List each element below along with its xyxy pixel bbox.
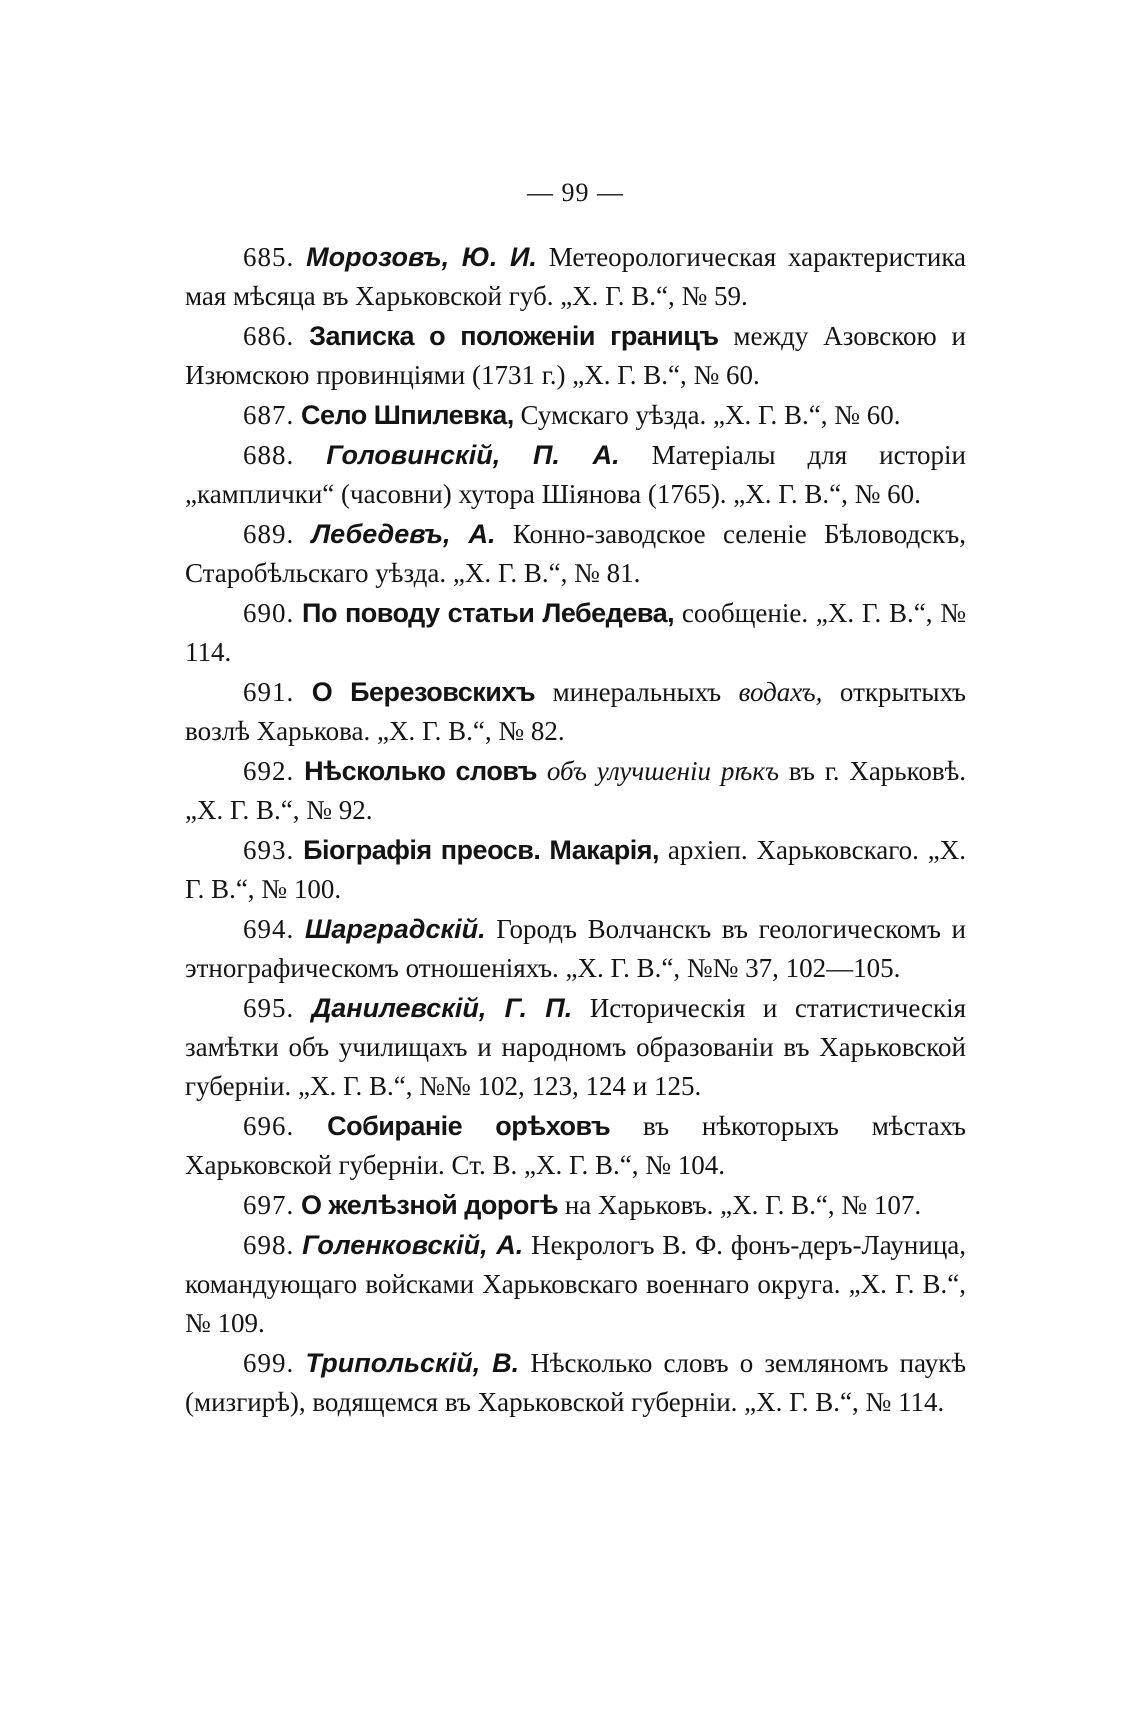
entry-title: Собираніе орѣховъ <box>327 1111 611 1141</box>
entry-number: 688. <box>243 440 295 470</box>
entry-author: Лебедевъ, А. <box>311 519 496 549</box>
entry-text: Сумскаго уѣзда. „Х. Г. В.“, № 60. <box>520 400 901 430</box>
entry-number: 695. <box>243 993 295 1023</box>
entry-text: на Харьковъ. „Х. Г. В.“, № 107. <box>564 1190 922 1220</box>
entry-text: архіеп. Харьковскаго. „Х. Г. В.“, № 100. <box>185 835 966 904</box>
bibliography-entry <box>185 1107 966 1185</box>
entry-number: 691. <box>243 677 295 707</box>
entry-title: Біографія преосв. Макарія, <box>303 835 660 865</box>
entry-title: О Березовскихъ <box>311 677 536 707</box>
entry-number: 699. <box>243 1348 295 1378</box>
entry-number: 692. <box>243 756 295 786</box>
bibliography-entry <box>185 752 966 830</box>
bibliography-entry <box>185 989 966 1106</box>
entry-list <box>185 238 966 1422</box>
bibliography-entry <box>185 594 966 672</box>
entry-text: Метеорологическая характеристика мая мѣсяца въ Харьковской губ. „Х. Г. В.“, № 59. <box>185 242 967 311</box>
entry-text: минеральныхъ <box>552 677 722 707</box>
entry-text: въ нѣкоторыхъ мѣстахъ Харьковской губерніи. Ст. В. „Х. Г. В.“, № 104. <box>185 1111 966 1180</box>
entry-author: Морозовъ, Ю. И. <box>306 242 537 272</box>
entry-text: Историческія и статистическія замѣтки объ училищахъ и народномъ образованіи въ Харьковской губерніи. „Х. Г. В.“, №№ 102, 123, 124 и 125. <box>185 993 967 1101</box>
entry-number: 693. <box>243 835 295 865</box>
entry-title: Нѣсколько словъ <box>304 756 537 786</box>
entry-italic-text: объ улучшеніи рѣкъ <box>546 756 779 786</box>
page-number: — 99 — <box>527 178 624 207</box>
entry-italic-text: водахъ, <box>738 677 823 707</box>
entry-text: Некрологъ В. Ф. фонъ-деръ-Лауница, командующаго войсками Харьковскаго военнаго округа. „Х. Г. В.“, № 109. <box>185 1230 967 1338</box>
entry-number: 686. <box>243 321 295 351</box>
entry-text: открытыхъ возлѣ Харькова. „Х. Г. В.“, № 82. <box>185 677 966 746</box>
entry-text: Городъ Волчанскъ въ геологическомъ и этнографическомъ отношеніяхъ. „Х. Г. В.“, №№ 37, 102—105. <box>185 914 967 983</box>
entry-text: Конно-заводское селеніе Бѣловодскъ, Старобѣльскаго уѣзда. „Х. Г. В.“, № 81. <box>185 519 966 588</box>
bibliography-entry <box>185 1226 966 1343</box>
bibliography-entry <box>185 1344 966 1422</box>
entry-title: О желѣзной дорогѣ <box>301 1190 559 1220</box>
entry-author: Трипольскій, В. <box>305 1348 520 1378</box>
book-page <box>185 178 966 1423</box>
entry-number: 689. <box>243 519 295 549</box>
bibliography-entry <box>185 238 966 316</box>
entry-text: Нѣсколько словъ о земляномъ паукѣ (мизгирѣ), водящемся въ Харьковской губерніи. „Х. Г. В.“, № 114. <box>185 1348 967 1417</box>
entry-author: Данилевскій, Г. П. <box>311 993 573 1023</box>
entry-number: 697. <box>243 1190 295 1220</box>
entry-number: 687. <box>243 400 295 430</box>
bibliography-entry <box>185 515 966 593</box>
entry-title: Село Шпилевка, <box>301 400 514 430</box>
entry-text: въ г. Харьковѣ. „Х. Г. В.“, № 92. <box>185 756 967 825</box>
bibliography-entry <box>185 396 966 435</box>
bibliography-entry <box>185 1186 966 1225</box>
entry-text: Матеріалы для исторіи „камплички“ (часовни) хутора Шіянова (1765). „Х. Г. В.“, № 60. <box>185 440 967 509</box>
bibliography-entry <box>185 317 966 395</box>
entry-author: Головинскій, П. А. <box>326 440 620 470</box>
bibliography-entry <box>185 673 966 751</box>
entry-number: 694. <box>243 914 295 944</box>
entry-number: 690. <box>243 598 295 628</box>
entry-number: 696. <box>243 1111 295 1141</box>
entry-number: 698. <box>243 1230 295 1260</box>
entry-author: Шарградскій. <box>304 914 486 944</box>
bibliography-entry <box>185 910 966 988</box>
entry-number: 685. <box>243 242 295 272</box>
entry-text: между Азовскою и Изюмскою провинціями (1731 г.) „Х. Г. В.“, № 60. <box>185 321 967 390</box>
bibliography-entry <box>185 436 966 514</box>
entry-text: сообщеніе. „Х. Г. В.“, № 114. <box>185 598 967 667</box>
entry-author: Голенковскій, А. <box>302 1230 524 1260</box>
bibliography-entry <box>185 831 966 909</box>
entry-title: По поводу статьи Лебедева, <box>302 598 675 628</box>
entry-title: Записка о положеніи границъ <box>309 321 719 351</box>
